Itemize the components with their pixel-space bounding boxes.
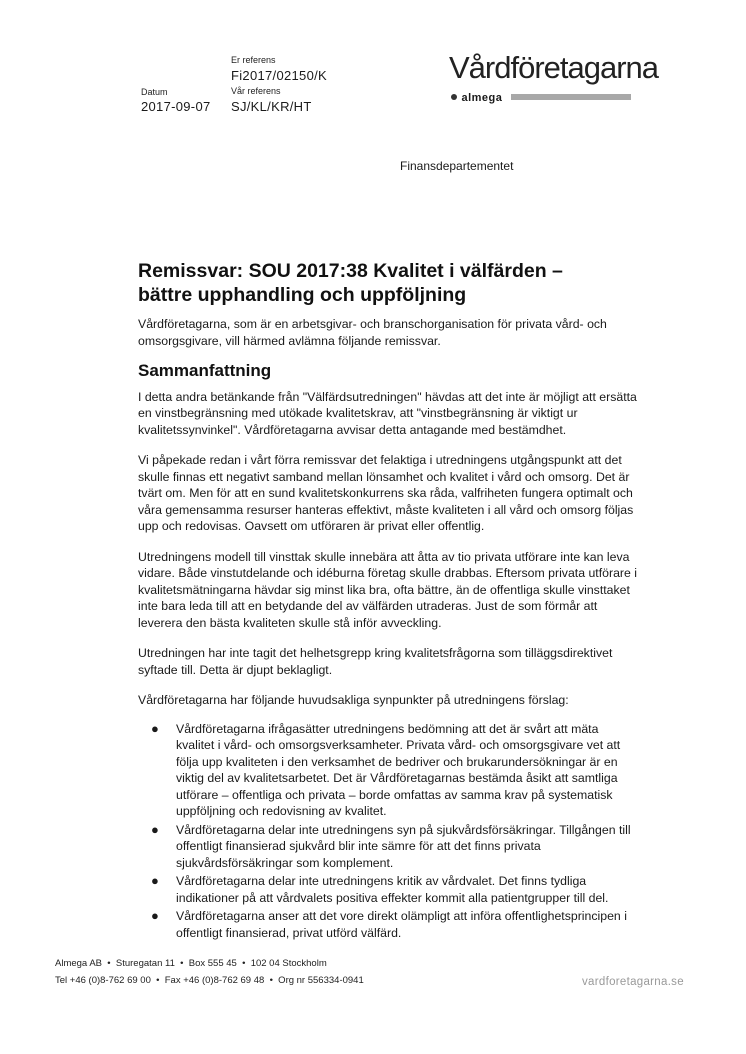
bullet-icon: ●	[151, 908, 159, 923]
logo-sub-row	[451, 88, 658, 106]
list-item	[138, 873, 638, 906]
paragraph: Utredningen har inte tagit det helhetsgrepp kring kvalitetsfrågorna som tilläggsdirektivet syftade till. Detta är djupt beklagligt.	[138, 646, 613, 677]
recipient: Finansdepartementet	[400, 159, 514, 173]
bullet-icon: ●	[151, 873, 159, 888]
paragraph: Vi påpekade redan i vårt förra remissvar det felaktiga i utredningens utgångspunkt att det skulle finnas ett negativt samband mellan lönsamhet och kvalitet i vård och omsorg. Det är tvärt om. Men för att en sund kvalitetskonkurrens ska råda, valfriheten fungera optimalt och våra gemensamma resurser hanteras effektivt, måste kvaliteten i all vård och omsorg följas upp och redovisas. Oavsett om utföraren är privat eller offentlig.	[138, 453, 634, 533]
list-item	[138, 908, 638, 941]
bullet-icon: ●	[151, 720, 159, 736]
footer-contact: Tel +46 (0)8-762 69 00 • Fax +46 (0)8-762 69 48 • Org nr 556334-0941	[55, 975, 364, 986]
footer-website: vardforetagarna.se	[582, 976, 684, 988]
list-item-text: Vårdföretagarna delar inte utredningens kritik av vårdvalet. Det finns tydliga indikationer på att vårdvalets positiva effekter kommit alla patientgrupper till del.	[176, 874, 609, 905]
list-item-text: Vårdföretagarna ifrågasätter utredningens bedömning att det är svårt att mäta kvalitet i vård- och omsorgsverksamheter. Privata vård- och omsorgsgivare vet att följa upp kvaliteten i den verksamhet de bedriver och brukarundersökningar är en viktig del av kvalitetsarbetet. Det är Vårdföretagarnas bestämda åsikt att samtliga utförare – offentliga och privata – borde omfattas av samma krav på systematisk uppföljning och redovisning av kvalitet.	[176, 721, 621, 818]
var-referens-label: Vår referens	[231, 86, 281, 96]
document-body	[138, 316, 638, 943]
intro-paragraph: Vårdföretagarna, som är en arbetsgivar- och branschorganisation för privata vård- och omsorgsgivare, vill härmed avlämna följande remissvar.	[138, 317, 607, 348]
list-item-text: Vårdföretagarna delar inte utredningens syn på sjukvårdsförsäkringar. Tillgången till offentligt finansierad sjukvård blir inte sämre för att det finns privata sjukvårdsförsäkringar som komplement.	[176, 822, 631, 870]
paragraph: Utredningens modell till vinsttak skulle innebära att åtta av tio privata utförare inte kan leva vidare. Både vinstutdelande och idéburna företag skulle drabbas. Eftersom privata utförare i kvalitetsmätningarna hävdar sig minst lika bra, ofta bättre, än de offentliga skulle vinsttaket inte bara leda till att en betydande del av välfärden utraderas. Just de som förmår att leverera den bästa kvaliteten skulle stå inför avveckling.	[138, 549, 637, 630]
logo-sub: almega	[461, 92, 503, 104]
datum-label: Datum	[141, 87, 168, 97]
logo-bar	[511, 94, 631, 100]
er-referens-label: Er referens	[231, 55, 276, 65]
paragraph: I detta andra betänkande från "Välfärdsutredningen" hävdas att det inte är möjligt att ersätta en vinstbegränsning med utökade kvalitetskrav, att "vinstbegränsning är viktigt ur kvalitetssynvinkel". Vårdföretagarna avvisar detta antagande med bestämdhet.	[138, 389, 637, 437]
list-item-text: Vårdföretagarna anser att det vore direkt olämpligt att införa offentlighetsprincipen i offentligt finansierad, privat utförd välfärd.	[176, 909, 627, 940]
bullet-icon: ●	[151, 821, 159, 837]
logo-name: Vårdföretagarna	[449, 50, 659, 85]
list-item	[138, 721, 638, 820]
logo-dot-icon	[451, 94, 457, 100]
bullet-list	[138, 721, 638, 942]
logo	[449, 52, 658, 106]
list-item	[138, 822, 638, 872]
er-referens-value: Fi2017/02150/K	[231, 68, 327, 83]
section-heading: Sammanfattning	[138, 361, 272, 380]
datum-value: 2017-09-07	[141, 99, 211, 114]
footer-address: Almega AB • Sturegatan 11 • Box 555 45 • 102 04 Stockholm	[55, 958, 327, 969]
var-referens-value: SJ/KL/KR/HT	[231, 99, 312, 114]
paragraph: Vårdföretagarna har följande huvudsakliga synpunkter på utredningens förslag:	[138, 693, 569, 707]
document-title: Remissvar: SOU 2017:38 Kvalitet i välfärden – bättre upphandling och uppföljning	[138, 260, 563, 306]
